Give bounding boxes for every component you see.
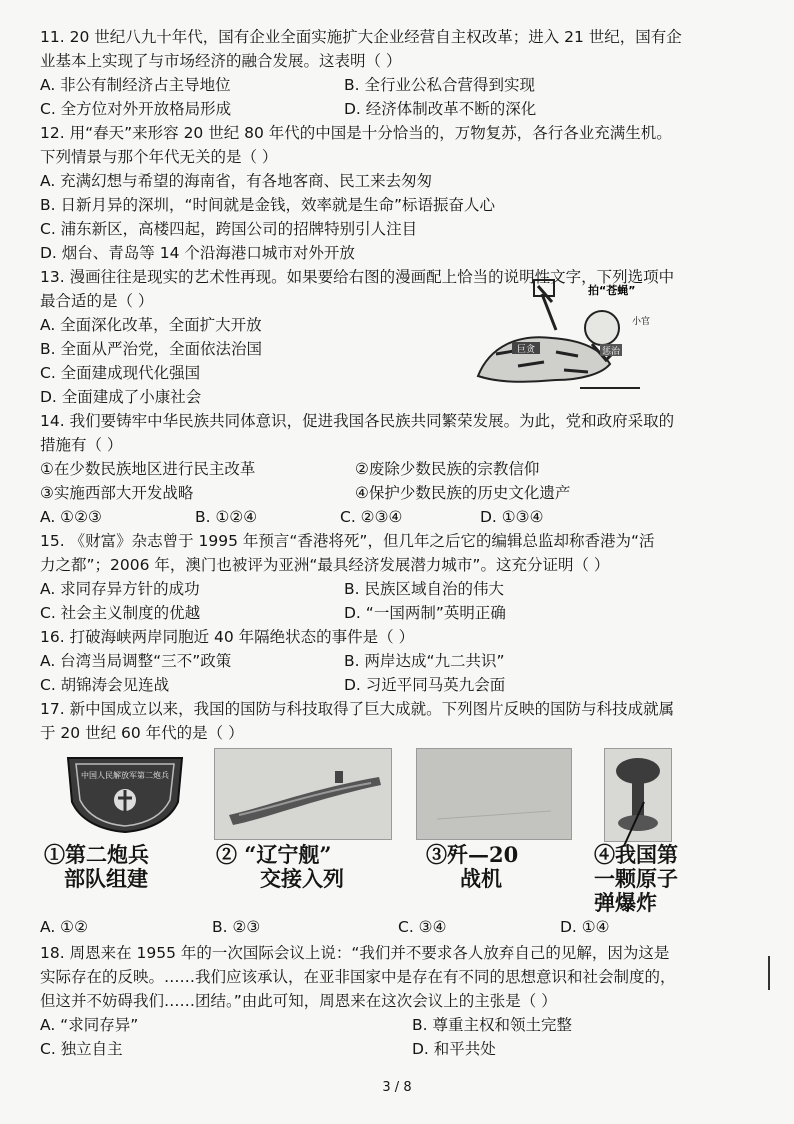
q13-option-d: D. 全面建成了小康社会 xyxy=(40,388,202,406)
q12-option-a: A. 充满幻想与希望的海南省，有各地客商、民工来去匆匆 xyxy=(40,172,433,190)
q16-option-b: B. 两岸达成“九二共识” xyxy=(344,652,505,670)
cartoon-label-2: 惩治 xyxy=(601,347,621,357)
q17-picture-2-caption-1: ② “辽宁舰” xyxy=(216,842,332,867)
q17-stem-line-2: 于 20 世纪 60 年代的是（ ） xyxy=(40,724,244,742)
q17-picture-4-caption-2: 一颗原子 xyxy=(594,866,678,891)
q18-stem-line-1: 18. 周恩来在 1955 年的一次国际会议上说：“我们并不要求各人放弃自己的见解，因为这是 xyxy=(40,944,670,962)
q18-option-c: C. 独立自主 xyxy=(40,1040,123,1058)
q17-picture-1-caption-2: 部队组建 xyxy=(64,866,148,891)
q17-picture-2-carrier xyxy=(214,748,392,840)
q17-picture-4-caption-1: ④我国第 xyxy=(594,842,678,867)
q13-option-c: C. 全面建成现代化强国 xyxy=(40,364,201,382)
q18-stem-line-2: 实际存在的反映。……我们应该承认，在亚非国家中是存在有不同的思想意识和社会制度的， xyxy=(40,968,676,986)
q17-option-a: A. ①② xyxy=(40,918,88,936)
q11-option-b: B. 全行业公私合营得到实现 xyxy=(344,76,535,94)
q13-cartoon xyxy=(460,276,670,394)
q11-stem-line-1: 11. 20 世纪八九十年代，国有企业全面实施扩大企业经营自主权改革；进入 21 世纪，国有企 xyxy=(40,28,682,46)
q14-statement-1: ①在少数民族地区进行民主改革 xyxy=(40,460,256,478)
q14-option-d: D. ①③④ xyxy=(480,508,544,526)
q16-stem-line-1: 16. 打破海峡两岸同胞近 40 年隔绝状态的事件是（ ） xyxy=(40,628,415,646)
second-artillery-badge-icon xyxy=(60,752,190,834)
q14-stem-line-1: 14. 我们要铸牢中华民族共同体意识，促进我国各民族共同繁荣发展。为此，党和政府采取的 xyxy=(40,412,675,430)
q15-option-d: D. “一国两制”英明正确 xyxy=(344,604,506,622)
q15-option-b: B. 民族区域自治的伟大 xyxy=(344,580,504,598)
page-number: 3 / 8 xyxy=(382,1080,412,1095)
q14-option-c: C. ②③④ xyxy=(340,508,403,526)
q11-option-a: A. 非公有制经济占主导地位 xyxy=(40,76,231,94)
cartoon-drawing xyxy=(460,276,670,394)
q17-picture-3-caption-2: 战机 xyxy=(460,866,502,891)
q15-option-a: A. 求同存异方针的成功 xyxy=(40,580,200,598)
q11-stem-line-2: 业基本上实现了与市场经济的融合发展。这表明（ ） xyxy=(40,52,402,70)
q13-stem-line-2: 最合适的是（ ） xyxy=(40,292,154,310)
q11-option-d: D. 经济体制改革不断的深化 xyxy=(344,100,537,118)
q17-option-b: B. ②③ xyxy=(212,918,261,936)
q15-stem-line-2: 力之都”；2006 年，澳门也被评为亚洲“最具经济发展潜力城市”。这充分证明（ ） xyxy=(40,556,610,574)
cartoon-figure-head xyxy=(585,311,619,345)
q18-option-a: A. “求同存异” xyxy=(40,1016,139,1034)
q12-option-b: B. 日新月异的深圳，“时间就是金钱，效率就是生命”标语振奋人心 xyxy=(40,196,496,214)
aircraft-carrier-image xyxy=(215,749,391,839)
q17-stem-line-1: 17. 新中国成立以来，我国的国防与科技取得了巨大成就。下列图片反映的国防与科技成就属 xyxy=(40,700,675,718)
q14-statement-2: ②废除少数民族的宗教信仰 xyxy=(355,460,540,478)
q18-stem-line-3: 但这并不妨碍我们……团结。”由此可知，周恩来在这次会议上的主张是（ ） xyxy=(40,992,557,1010)
cartoon-caption: 拍“苍蝇” xyxy=(588,284,636,297)
cartoon-side-label: 小官 xyxy=(632,317,651,327)
fighter-jet-image xyxy=(417,749,571,839)
q17-picture-1-caption-1: ①第二炮兵 xyxy=(44,842,149,867)
q12-stem-line-1: 12. 用“春天”来形容 20 世纪 80 年代的中国是十分恰当的，万物复苏，各行各业充满生机。 xyxy=(40,124,672,142)
q12-option-d: D. 烟台、青岛等 14 个沿海港口城市对外开放 xyxy=(40,244,355,262)
q17-option-c: C. ③④ xyxy=(398,918,447,936)
q14-option-b: B. ①②④ xyxy=(195,508,258,526)
scan-edge-mark xyxy=(768,956,770,990)
q12-stem-line-2: 下列情景与那个年代无关的是（ ） xyxy=(40,148,278,166)
q17-picture-1-badge xyxy=(60,752,190,834)
q16-option-d: D. 习近平同马英九会面 xyxy=(344,676,506,694)
q14-stem-line-2: 措施有（ ） xyxy=(40,436,123,454)
q16-option-c: C. 胡锦涛会见连战 xyxy=(40,676,170,694)
q14-statement-4: ④保护少数民族的历史文化遗产 xyxy=(355,484,571,502)
cartoon-label-1: 巨贪 xyxy=(516,345,536,355)
q12-option-c: C. 浦东新区，高楼四起，跨国公司的招牌特别引人注目 xyxy=(40,220,418,238)
badge-text: 中国人民解放军第二炮兵 xyxy=(81,771,169,780)
q13-stem-line-1: 13. 漫画往往是现实的艺术性再现。如果要给右图的漫画配上恰当的说明性文字，下列选项中 xyxy=(40,268,675,286)
q11-option-c: C. 全方位对外开放格局形成 xyxy=(40,100,232,118)
q13-option-a: A. 全面深化改革，全面扩大开放 xyxy=(40,316,262,334)
q17-picture-4-caption-3: 弹爆炸 xyxy=(594,890,657,915)
q14-option-a: A. ①②③ xyxy=(40,508,102,526)
q18-option-d: D. 和平共处 xyxy=(412,1040,496,1058)
q15-option-c: C. 社会主义制度的优越 xyxy=(40,604,201,622)
q17-picture-2-caption-2: 交接入列 xyxy=(260,866,344,891)
q18-option-b: B. 尊重主权和领土完整 xyxy=(412,1016,572,1034)
q14-statement-3: ③实施西部大开发战略 xyxy=(40,484,194,502)
q15-stem-line-1: 15. 《财富》杂志曾于 1995 年预言“香港将死”，但几年之后它的编辑总监却称香港为“活 xyxy=(40,532,655,550)
q17-option-d: D. ①④ xyxy=(560,918,610,936)
q16-option-a: A. 台湾当局调整“三不”政策 xyxy=(40,652,232,670)
q17-picture-3-fighter xyxy=(416,748,572,840)
q13-option-b: B. 全面从严治党，全面依法治国 xyxy=(40,340,262,358)
q17-picture-3-caption-1: ③歼—20 xyxy=(426,842,519,867)
